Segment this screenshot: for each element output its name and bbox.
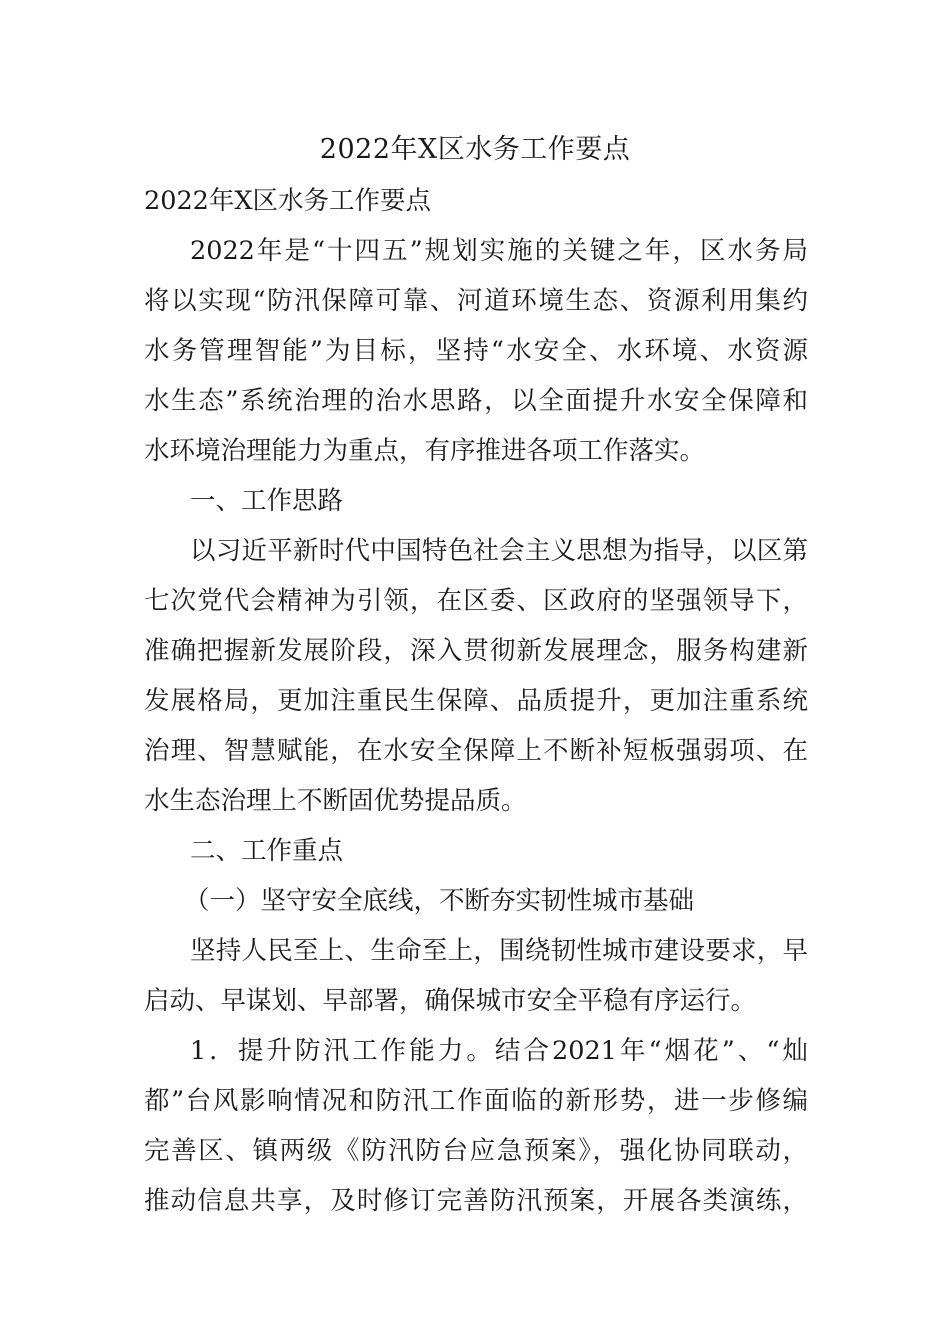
paragraph-line: 水环境治理能力为重点，有序推进各项工作落实。 [144, 436, 706, 466]
paragraph-line: 都”台风影响情况和防汛工作面临的新形势，进一步修编 [144, 1086, 808, 1116]
paragraph-line: 准确把握新发展阶段，深入贯彻新发展理念，服务构建新 [144, 636, 808, 666]
paragraph-line: 水生态治理上不断固优势提品质。 [144, 786, 527, 816]
paragraph-line: 1．提升防汛工作能力。结合2021年“烟花”、“灿 [190, 1036, 808, 1066]
section-heading-work-focus [144, 826, 808, 876]
paragraph-intro [144, 226, 808, 476]
paragraph-people-first [144, 926, 808, 1026]
section-heading-work-approach [144, 476, 808, 526]
paragraph-line: 完善区、镇两级《防汛防台应急预案》，强化协同联动， [144, 1136, 808, 1166]
paragraph-line: 以习近平新时代中国特色社会主义思想为指导，以区第 [190, 536, 808, 566]
paragraph-line: 水生态”系统治理的治水思路，以全面提升水安全保障和 [144, 386, 808, 416]
section-heading: 一、工作思路 [190, 486, 344, 516]
paragraph-line: 将以实现“防汛保障可靠、河道环境生态、资源利用集约 [144, 286, 808, 316]
paragraph-flood-control [144, 1026, 808, 1226]
document-title: 2022年X区水务工作要点 [319, 134, 631, 165]
paragraph-line: 发展格局，更加注重民生保障、品质提升，更加注重系统 [144, 686, 808, 716]
document-subtitle: 2022年X区水务工作要点 [144, 186, 432, 216]
paragraph-line: 治理、智慧赋能，在水安全保障上不断补短板强弱项、在 [144, 736, 808, 766]
paragraph-line: 坚持人民至上、生命至上，围绕韧性城市建设要求，早 [190, 936, 808, 966]
paragraph-line: 七次党代会精神为引领，在区委、区政府的坚强领导下， [144, 586, 808, 616]
section-heading: 二、工作重点 [190, 836, 344, 866]
paragraph-line: 推动信息共享，及时修订完善防汛预案，开展各类演练， [144, 1186, 808, 1216]
subsection-heading: （一）坚守安全底线，不断夯实韧性城市基础 [184, 886, 695, 916]
document-body [144, 176, 808, 1226]
paragraph-guiding-ideas [144, 526, 808, 826]
paragraph-line: 2022年是“十四五”规划实施的关键之年，区水务局 [190, 236, 808, 266]
paragraph-line: 水务管理智能”为目标，坚持“水安全、水环境、水资源 [144, 336, 808, 366]
subsection-heading-safety [144, 876, 808, 926]
paragraph-line: 启动、早谋划、早部署，确保城市安全平稳有序运行。 [144, 986, 757, 1016]
